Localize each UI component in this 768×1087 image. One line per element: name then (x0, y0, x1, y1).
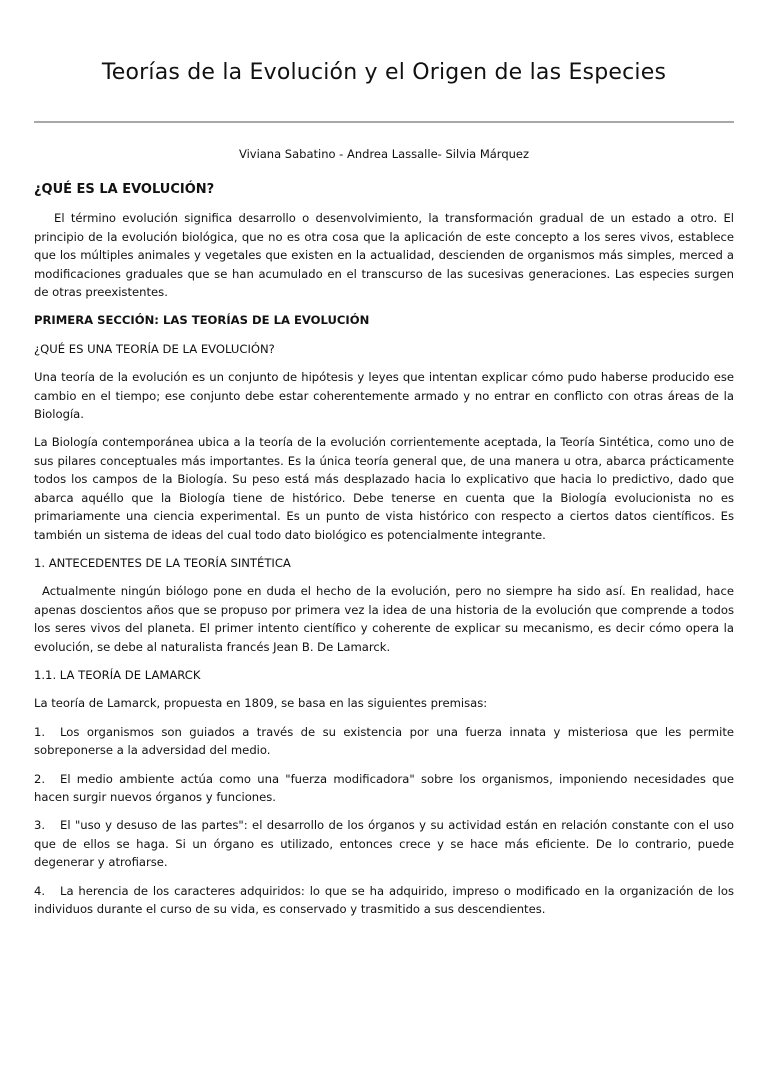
title-divider (34, 121, 734, 123)
premisa-text: El "uso y desuso de las partes": el desarrollo de los órganos y su actividad están en relación constante con el uso que de ellos se haga. Si un órgano es utilizado, entonces crece y se hace más eficiente. De lo contrario, puede degenerar y atrofiarse. (34, 818, 734, 870)
premisa-item (34, 816, 734, 871)
premisa-number: 3. (34, 818, 46, 833)
premisa-item (34, 882, 734, 919)
paragraph-evolucion: El término evolución significa desarrollo o desenvolvimiento, la transformación gradual de un estado a otro. El principio de la evolución biológica, que no es otra cosa que la aplicación de este concepto a los seres vivos, establece que los múltiples animales y vegetales que existen en la actualidad, descienden de organismos más simples, merced a modificaciones graduales que se han acumulado en el transcurso de las sucesivas generaciones. Las especies surgen de otras preexistentes. (34, 211, 734, 300)
premisa-number: 4. (34, 883, 46, 898)
heading-primera-seccion: PRIMERA SECCIÓN: LAS TEORÍAS DE LA EVOLUCIÓN (34, 313, 370, 328)
heading-que-es-evolucion: ¿QUÉ ES LA EVOLUCIÓN? (34, 182, 215, 197)
heading-antecedentes: 1. ANTECEDENTES DE LA TEORÍA SINTÉTICA (34, 555, 291, 570)
premisa-text: La herencia de los caracteres adquiridos: lo que se ha adquirido, impreso o modificado en la organización de los individuos durante el curso de su vida, es conservado y trasmitido a sus descendientes. (34, 883, 734, 916)
paragraph-teoria-2: La Biología contemporánea ubica a la teoría de la evolución corrientemente aceptada, la Teoría Sintética, como uno de sus pilares conceptuales más importantes. Es la única teoría general que, de una manera u otra, abarca prácticamente todos los campos de la Biología. Su peso está más desplazado hacia lo explicativo que hacia lo predictivo, dado que abarca aquéllo que la Biología tiene de histórico. Debe tenerse en cuenta que la Biología evolucionista no es primariamente una ciencia experimental. Es un punto de vista histórico con respecto a ciertos datos científicos. Es también un sistema de ideas del cual todo dato biológico es potencialmente integrante. (34, 435, 734, 542)
premisa-item (34, 770, 734, 807)
document-body (34, 181, 734, 928)
document-title: Teorías de la Evolución y el Origen de las Especies (101, 60, 667, 85)
premisa-item (34, 723, 734, 760)
paragraph-antecedentes: Actualmente ningún biólogo pone en duda el hecho de la evolución, pero no siempre ha sido así. En realidad, hace apenas doscientos años que se propuso por primera vez la idea de una historia de la evolución que comprende a todos los seres vivos del planeta. El primer intento científico y coherente de explicar su mecanismo, es decir cómo opera la evolución, se debe al naturalista francés Jean B. De Lamarck. (34, 584, 734, 654)
premisa-text: El medio ambiente actúa como una "fuerza modificadora" sobre los organismos, imponiendo necesidades que hacen surgir nuevos órganos y funciones. (34, 771, 734, 804)
paragraph-teoria-1: Una teoría de la evolución es un conjunto de hipótesis y leyes que intentan explicar cómo pudo haberse producido ese cambio en el tiempo; ese conjunto debe estar coherentemente armado y no entrar en conflicto con otras áreas de la Biología. (34, 370, 734, 422)
premisa-number: 2. (34, 771, 46, 786)
heading-teoria-lamarck: 1.1. LA TEORÍA DE LAMARCK (34, 667, 201, 682)
paragraph-lamarck-intro: La teoría de Lamarck, propuesta en 1809, se basa en las siguientes premisas: (34, 696, 488, 711)
heading-que-es-teoria: ¿QUÉ ES UNA TEORÍA DE LA EVOLUCIÓN? (34, 341, 275, 356)
premisa-number: 1. (34, 724, 46, 739)
premisa-text: Los organismos son guiados a través de su existencia por una fuerza innata y misteriosa que les permite sobreponerse a la adversidad del medio. (34, 724, 734, 758)
document-authors: Viviana Sabatino - Andrea Lassalle- Silvia Márquez (238, 147, 530, 161)
